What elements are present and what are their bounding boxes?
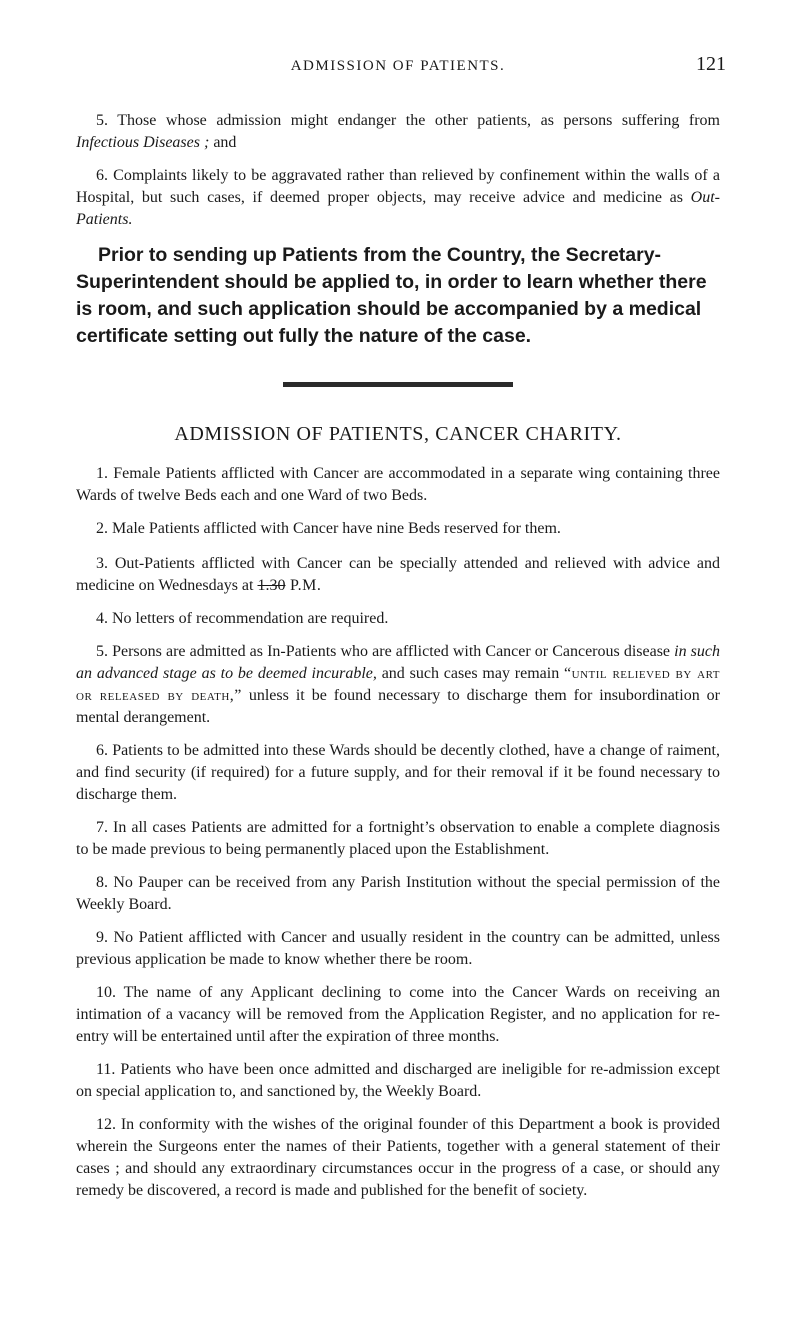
rule-number: 6. [96,742,108,759]
item-text: Complaints likely to be aggravated rather than relieved by confinement within the walls of a Hospital, but such cases, if deemed proper objects, may receive advice and medicine as [76,167,720,206]
item-emphasis: Infectious Diseases ; [76,134,210,151]
rule-number: 4. [96,610,108,627]
item-text: Those whose admission might endanger the other patients, as persons suffering from [117,112,720,129]
rule-7 [76,817,720,861]
rule-8 [76,872,720,916]
rule-1 [76,463,720,507]
rule-text: No Pauper can be received from any Parish Institution without the special permission of the Weekly Board. [76,874,721,913]
rule-text: Patients who have been once admitted and discharged are ineligible for re-admission except on special application to, and sanctioned by, the Weekly Board. [76,1061,721,1100]
item-number: 5. [96,112,108,129]
rule-number: 9. [96,929,108,946]
rule-text: Persons are admitted as In-Patients who are afflicted with Cancer or Cancerous disease [112,643,675,660]
rule-text: Patients to be admitted into these Wards should be decently clothed, have a change of raiment, and find security (if required) for a future supply, and for their removal if it be found necessary to discharge them. [76,742,721,803]
rule-number: 10. [96,984,116,1001]
rule-number: 12. [96,1116,116,1133]
notice-paragraph: Prior to sending up Patients from the Country, the Secretary-Superintendent should be applied to, in order to learn whether there is room, and such application should be accompanied by a medical certificate setting out fully the nature of the case. [76,244,707,347]
rule-text: The name of any Applicant declining to come into the Cancer Wards on receiving an intimation of a vacancy will be removed from the Application Register, and no application for re-entry will be entertained until after the expiration of three months. [76,984,720,1045]
rule-text: No letters of recommendation are required. [112,610,389,627]
rule-emphasis: in such an advanced stage as to be deemed incurable, [76,643,720,682]
rule-struck-time: 1.30 [257,577,286,594]
rule-number: 3. [96,555,108,572]
running-head [76,0,726,110]
rule-number: 11. [96,1061,116,1078]
rule-4 [76,608,720,630]
rule-number: 5. [96,643,108,660]
rule-2 [76,518,720,540]
rule-12 [76,1114,720,1202]
rule-5 [76,641,720,729]
rule-text: In all cases Patients are admitted for a fortnight’s observation to enable a complete diagnosis to be made previous to being permanently placed upon the Establishment. [76,819,721,858]
section-heading: ADMISSION OF PATIENTS, CANCER CHARITY. [174,423,622,445]
rule-3 [76,553,720,597]
section-divider [283,382,513,387]
rule-smallcaps: “until relieved by art or released by death,” [76,665,721,704]
rule-text-after: P.M. [285,577,322,594]
rule-number: 1. [96,465,108,482]
rule-6 [76,740,720,806]
rule-number: 2. [96,520,108,537]
rule-text: In conformity with the wishes of the original founder of this Department a book is provided wherein the Surgeons enter the names of their Patients, together with a general statement of their cases ; and should any extraordinary circumstances occur in the progress of a case, or should any remedy be discovered, a record is made and published for the benefit of society. [76,1116,721,1199]
rule-10 [76,982,720,1048]
rule-text: Male Patients afflicted with Cancer have nine Beds reserved for them. [112,520,561,537]
rule-11 [76,1059,720,1103]
rule-text-after: unless it be found necessary to discharge them for insubordination or mental derangement. [76,687,720,726]
rule-9 [76,927,720,971]
rules-list [76,463,720,1202]
rule-number: 8. [96,874,108,891]
paragraph-item-6 [76,165,720,231]
rule-number: 7. [96,819,108,836]
running-title: ADMISSION OF PATIENTS. [290,58,506,74]
rule-text: Female Patients afflicted with Cancer are accommodated in a separate wing containing three Wards of twelve Beds each and one Ward of two Beds. [76,465,720,504]
rule-text: No Patient afflicted with Cancer and usually resident in the country can be admitted, unless previous application be made to know whether there be room. [76,929,721,968]
item-emphasis: Out-Patients. [76,189,720,228]
upper-section [76,110,720,350]
paragraph-item-5 [76,110,720,154]
rule-text: Out-Patients afflicted with Cancer can be specially attended and relieved with advice and medicine on Wednesdays at [76,555,720,594]
item-number: 6. [96,167,108,184]
page-number: 121 [696,53,726,75]
rule-text-mid: and such cases may remain [376,665,565,682]
item-text-after: and [209,134,237,151]
